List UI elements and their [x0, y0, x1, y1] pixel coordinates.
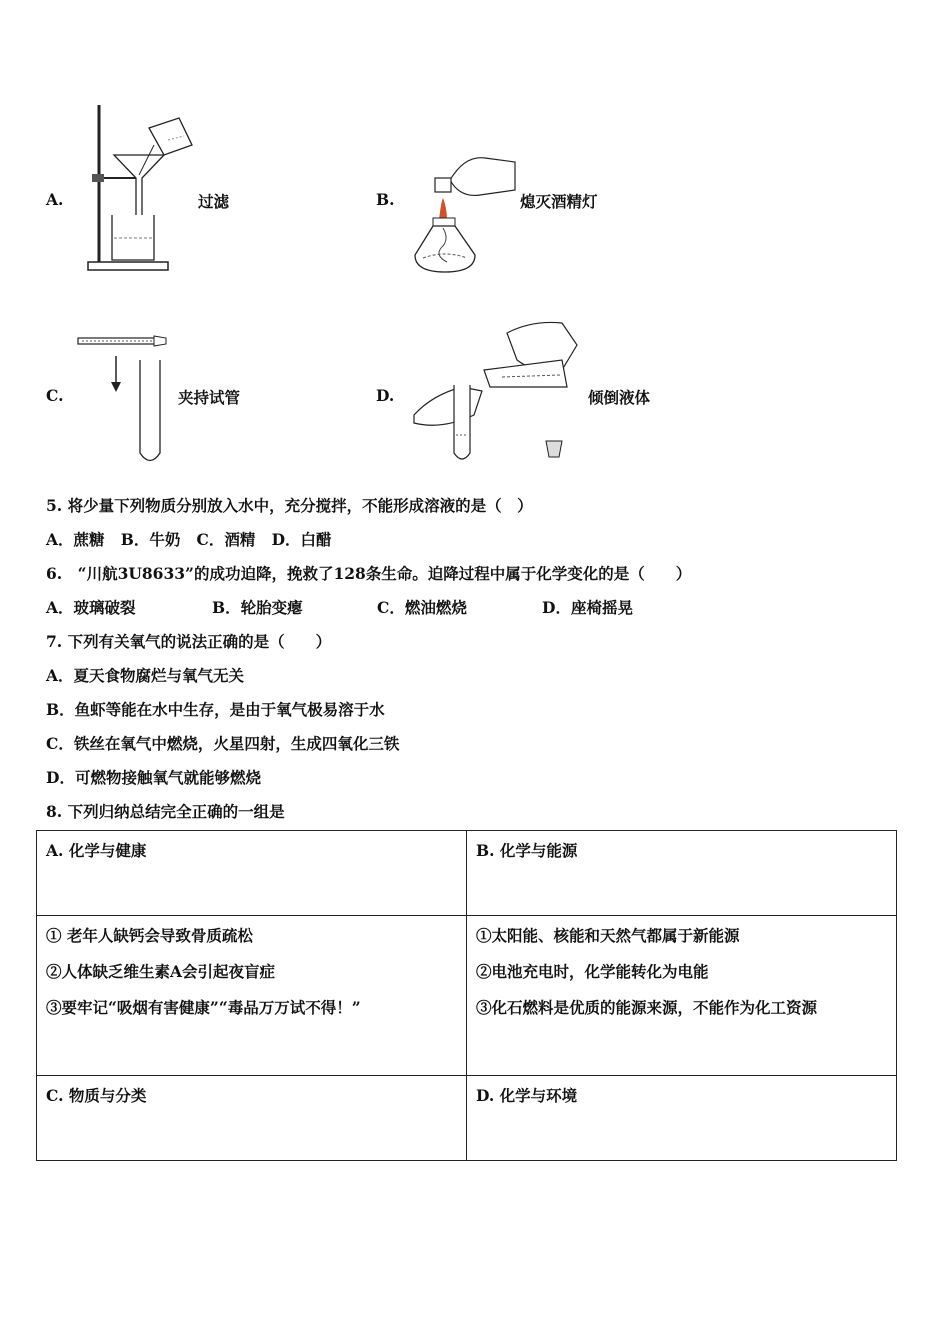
- filtration-apparatus-image: [84, 100, 199, 275]
- q5-option-c: C．酒精: [196, 530, 256, 549]
- d-header-text: D. 化学与环境: [476, 1086, 578, 1105]
- q7-option-c: C．铁丝在氧气中燃烧，火星四射，生成四氧化三铁: [46, 734, 400, 753]
- q5-option-b: B．牛奶: [120, 530, 181, 549]
- cell-a-items: [37, 916, 467, 1076]
- option-a-letter: A.: [46, 190, 64, 209]
- question-5-options: [46, 528, 332, 550]
- test-tube-holder-image: [74, 328, 174, 468]
- a-header-text: A. 化学与健康: [46, 841, 147, 860]
- q7-option-d: D．可燃物接触氧气就能够燃烧: [46, 768, 261, 787]
- cell-d-header: [467, 1076, 897, 1161]
- b-header-text: B. 化学与能源: [476, 841, 578, 860]
- q7-option-b: B．鱼虾等能在水中生存，是由于氧气极易溶于水: [46, 700, 385, 719]
- a-item-1: ① 老年人缺钙会导致骨质疏松: [46, 926, 253, 945]
- option-b-caption: 熄灭酒精灯: [520, 192, 598, 211]
- b-item-2: ②电池充电时，化学能转化为电能: [476, 962, 709, 981]
- question-5-stem: 5. 将少量下列物质分别放入水中，充分搅拌，不能形成溶液的是（ ）: [46, 496, 533, 515]
- b-item-1: ①太阳能、核能和天然气都属于新能源: [476, 926, 740, 945]
- pouring-liquid-image: [412, 315, 587, 465]
- question-8-stem: 8. 下列归纳总结完全正确的一组是: [46, 802, 285, 821]
- summary-table: [36, 830, 897, 1161]
- question-6-stem: 6. “川航3U8633”的成功迫降，挽救了128条生命。迫降过程中属于化学变化的是（ ）: [46, 564, 692, 583]
- b-item-3: ③化石燃料是优质的能源来源，不能作为化工资源: [476, 998, 818, 1017]
- question-7-stem: 7. 下列有关氧气的说法正确的是（ ）: [46, 632, 332, 651]
- option-c-caption: 夹持试管: [178, 388, 241, 407]
- q6-option-b: B．轮胎变瘪: [212, 598, 303, 617]
- option-c-letter: C.: [46, 386, 64, 405]
- option-b-letter: B.: [376, 190, 395, 209]
- q5-option-a: A．蔗糖: [46, 530, 105, 549]
- option-d-caption: 倾倒液体: [588, 388, 651, 407]
- a-item-2: ②人体缺乏维生素A会引起夜盲症: [46, 962, 276, 981]
- c-header-text: C. 物质与分类: [46, 1086, 147, 1105]
- q5-option-d: D．白醋: [271, 530, 332, 549]
- cell-b-items: [467, 916, 897, 1076]
- cell-c-header: [37, 1076, 467, 1161]
- q6-option-c: C．燃油燃烧: [377, 598, 467, 617]
- q7-option-a: A．夏天食物腐烂与氧气无关: [46, 666, 245, 685]
- a-item-3: ③要牢记“吸烟有害健康”“毒品万万试不得！”: [46, 998, 361, 1017]
- option-d-letter: D.: [376, 386, 395, 405]
- option-a-caption: 过滤: [198, 192, 230, 211]
- cell-b-header: [467, 831, 897, 916]
- q6-option-a: A．玻璃破裂: [46, 598, 136, 617]
- alcohol-lamp-image: [405, 150, 520, 280]
- cell-a-header: [37, 831, 467, 916]
- q6-option-d: D．座椅摇晃: [542, 598, 633, 617]
